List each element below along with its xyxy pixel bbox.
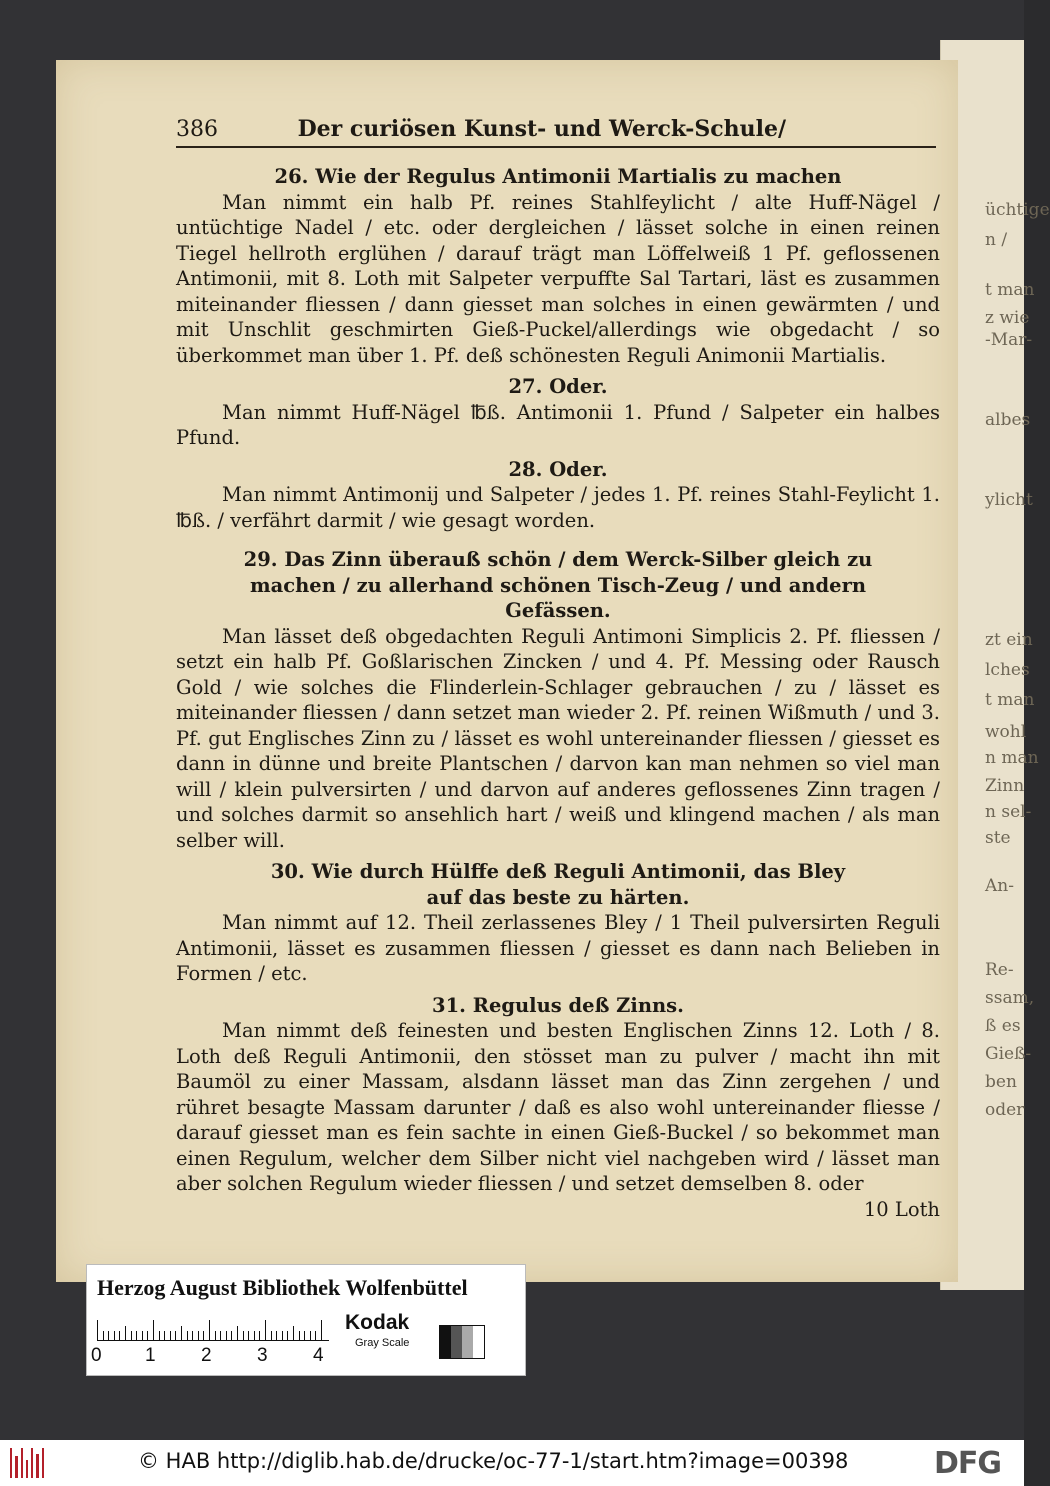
section-heading: 27. Oder. <box>508 375 608 398</box>
ruler-tick <box>131 1331 132 1340</box>
ruler-number: 2 <box>201 1345 212 1366</box>
next-page-fragment: n man <box>985 748 1039 768</box>
ruler-tick <box>203 1331 204 1340</box>
next-page-fragment: zt ein <box>985 630 1033 650</box>
section-28 <box>176 457 940 534</box>
next-page-fragment: wohl <box>985 722 1027 742</box>
page-header <box>176 108 936 148</box>
next-page-fragment: ssam, <box>985 988 1035 1008</box>
next-page-fragment: t man <box>985 690 1035 710</box>
ruler-tick <box>226 1331 227 1340</box>
logo-bar <box>10 1448 12 1478</box>
section-paragraph: Man nimmt Huff-Nägel ℔ß. Antimonii 1. Pfund / Salpeter ein halbes Pfund. <box>176 400 940 449</box>
next-page-fragment: ylicht <box>985 490 1033 510</box>
ruler-tick <box>170 1331 171 1340</box>
ruler-tick <box>142 1331 143 1340</box>
ruler-number: 1 <box>145 1345 156 1366</box>
page-body <box>176 164 940 1222</box>
ruler-tick <box>153 1320 154 1340</box>
ruler-tick <box>299 1331 300 1340</box>
gray-swatch <box>462 1326 473 1358</box>
ruler-tick <box>248 1331 249 1340</box>
ruler-tick <box>136 1331 137 1340</box>
ruler-number: 0 <box>91 1345 102 1366</box>
ruler-tick <box>287 1331 288 1340</box>
section-31 <box>176 993 940 1197</box>
section-heading: 26. Wie der Regulus Antimonii Martialis zu machen <box>274 165 842 188</box>
logo-bar <box>31 1448 33 1478</box>
ruler-number: 4 <box>313 1345 324 1366</box>
next-page-fragment: albes <box>985 410 1031 430</box>
ruler-tick <box>198 1331 199 1340</box>
logo-bar <box>21 1448 23 1478</box>
ruler-tick <box>114 1331 115 1340</box>
next-page-fragment: Re- <box>985 960 1014 980</box>
ruler-tick <box>119 1331 120 1340</box>
section-heading: 31. Regulus deß Zinns. <box>432 993 684 1017</box>
ruler-tick <box>321 1320 322 1340</box>
section-heading: 28. Oder. <box>508 457 608 481</box>
section-heading: 30. Wie durch Hülffe deß Reguli Antimonii, das Bley auf das beste zu härten. <box>270 860 846 909</box>
ruler-tick <box>231 1331 232 1340</box>
ruler-tick <box>310 1331 311 1340</box>
running-head: Der curiösen Kunst- und Werck-Schule/ <box>297 116 786 142</box>
library-title: Herzog August Bibliothek Wolfenbüttel <box>97 1275 468 1300</box>
ruler-tick <box>293 1326 294 1340</box>
book-page <box>56 60 958 1282</box>
logo-bar <box>36 1454 38 1478</box>
ruler-tick <box>147 1331 148 1340</box>
section-paragraph: Man nimmt auf 12. Theil zerlassenes Bley / 1 Theil pulversirten Reguli Antimonii, lässet es zusammen fliessen / giesset es dann nach Belieben in Formen / etc. <box>176 911 940 985</box>
ruler-tick <box>220 1331 221 1340</box>
next-page-fragment: Gieß- <box>985 1044 1032 1064</box>
footer-copyright-url[interactable]: © HAB http://diglib.hab.de/drucke/oc-77-1/start.htm?image=00398 <box>138 1449 849 1473</box>
ruler-numbers <box>91 1345 331 1369</box>
gray-swatch <box>451 1326 462 1358</box>
section-heading: 29. Das Zinn überauß schön / dem Werck-Silber gleich zu machen / zu allerhand schönen Tisch-Zeug / und andern Gefässen. <box>243 548 873 622</box>
ruler-tick <box>259 1331 260 1340</box>
ruler-tick <box>125 1326 126 1340</box>
ruler-tick <box>243 1331 244 1340</box>
ruler-tick <box>159 1331 160 1340</box>
ruler-tick <box>181 1326 182 1340</box>
next-page-fragment: ste <box>985 828 1011 848</box>
footer-bar <box>0 1440 1024 1486</box>
section-26 <box>176 164 940 368</box>
ruler-tick <box>187 1331 188 1340</box>
section-30 <box>176 859 940 987</box>
ruler-tick <box>209 1320 210 1340</box>
logo-bar <box>26 1460 28 1478</box>
logo-bar <box>42 1448 44 1478</box>
gray-scale-label: Gray Scale <box>355 1337 410 1349</box>
page-number: 386 <box>176 117 218 142</box>
next-page-fragment: ben <box>985 1072 1017 1092</box>
next-page-fragment: Zinn <box>985 776 1025 796</box>
hab-logo-icon <box>10 1448 44 1478</box>
next-page-fragment: n / <box>985 230 1008 250</box>
next-page-fragment: -Mar- <box>985 330 1033 350</box>
ruler-tick <box>271 1331 272 1340</box>
ruler-tick <box>175 1331 176 1340</box>
next-page-fragment: n sel- <box>985 802 1032 822</box>
section-29 <box>176 547 940 853</box>
next-page-fragment: oder <box>985 1100 1025 1120</box>
ruler-tick <box>276 1331 277 1340</box>
ruler-tick <box>103 1331 104 1340</box>
ruler-number: 3 <box>257 1345 268 1366</box>
archive-label <box>86 1264 526 1376</box>
dfg-logo: DFG <box>934 1446 1002 1481</box>
next-page-fragment: An- <box>985 876 1014 896</box>
section-paragraph: Man nimmt deß feinesten und besten Englischen Zinns 12. Loth / 8. Loth deß Reguli Antimonii, den stösset man zu pulver / macht ihn mit Baumöl zu einer Massam, alsdann lässet man das Zinn zergehen / und rühret besagte Massam darunter / daß es also wohl untereinander fliesse / darauf giesset man es fein sachte in einen Gieß-Buckel / so bekommet man einen Regulum, welcher dem Silber nicht viel nachgeben wird / lässet man aber solchen Regulum wieder fliessen / und setzet demselben 8. oder <box>176 1019 940 1195</box>
catchword: 10 Loth <box>863 1197 940 1221</box>
gray-scale-swatches <box>439 1325 485 1359</box>
section-paragraph: Man lässet deß obgedachten Reguli Antimoni Simplicis 2. Pf. fliessen / setzt ein halb Pf. Goßlarischen Zincken / und 4. Pf. Messing oder Rausch Gold / wie solches die Flinderlein-Schlager gebrauchen / zu / lässet es miteinander fliessen / dann setzet man wieder 2. Pf. reinen Wißmuth / und 3. Pf. gut Englisches Zinn zu / lässet es wohl untereinander fliessen / giesset es dann in dünne und breite Plantschen / darvon kan man nehmen so viel man will / klein pulversirten / und darvon auf anderes geflossenes Zinn tragen / und solches darmit so ansehlich hart / weiß und klingend machen / als man selber will. <box>176 624 940 852</box>
ruler-tick <box>265 1320 266 1340</box>
logo-bar <box>15 1456 17 1478</box>
ruler-tick <box>237 1326 238 1340</box>
ruler-tick <box>282 1331 283 1340</box>
next-page-fragment: ß es <box>985 1016 1021 1036</box>
section-paragraph: Man nimmt Antimonij und Salpeter / jedes 1. Pf. reines Stahl-Feylicht 1. ℔ß. / verfährt darmit / wie gesagt worden. <box>176 483 940 532</box>
next-page-fragment: z wie <box>985 308 1030 328</box>
measurement-ruler <box>97 1319 329 1341</box>
next-page-fragment: lches <box>985 660 1030 680</box>
ruler-tick <box>304 1331 305 1340</box>
next-page-fragment: t man <box>985 280 1035 300</box>
ruler-tick <box>97 1320 98 1340</box>
ruler-tick <box>108 1331 109 1340</box>
next-page-fragment: üchtige <box>985 200 1050 220</box>
gray-swatch <box>440 1326 451 1358</box>
gray-swatch <box>473 1326 484 1358</box>
ruler-tick <box>192 1331 193 1340</box>
section-27 <box>176 374 940 451</box>
ruler-tick <box>254 1331 255 1340</box>
ruler-tick <box>164 1331 165 1340</box>
kodak-logo: Kodak <box>345 1311 410 1334</box>
section-paragraph: Man nimmt ein halb Pf. reines Stahlfeylicht / alte Huff-Nägel / untüchtige Nadel / etc. oder dergleichen / lässet solche in einen reinen Tiegel hellroth erglühen / darauf trägt man Löffelweiß 1 Pf. geflossenen Antimonii, mit 8. Loth mit Salpeter verpuffte Sal Tartari, läst es zusammen miteinander fliessen / dann giesset man solches in einen gewärmten / und mit Unschlit geschmirten Gieß-Puckel/allerdings wie obgedacht / so überkommet man über 1. Pf. deß schönesten Reguli Animonii Martialis. <box>176 190 940 367</box>
ruler-tick <box>215 1331 216 1340</box>
ruler-tick <box>315 1331 316 1340</box>
